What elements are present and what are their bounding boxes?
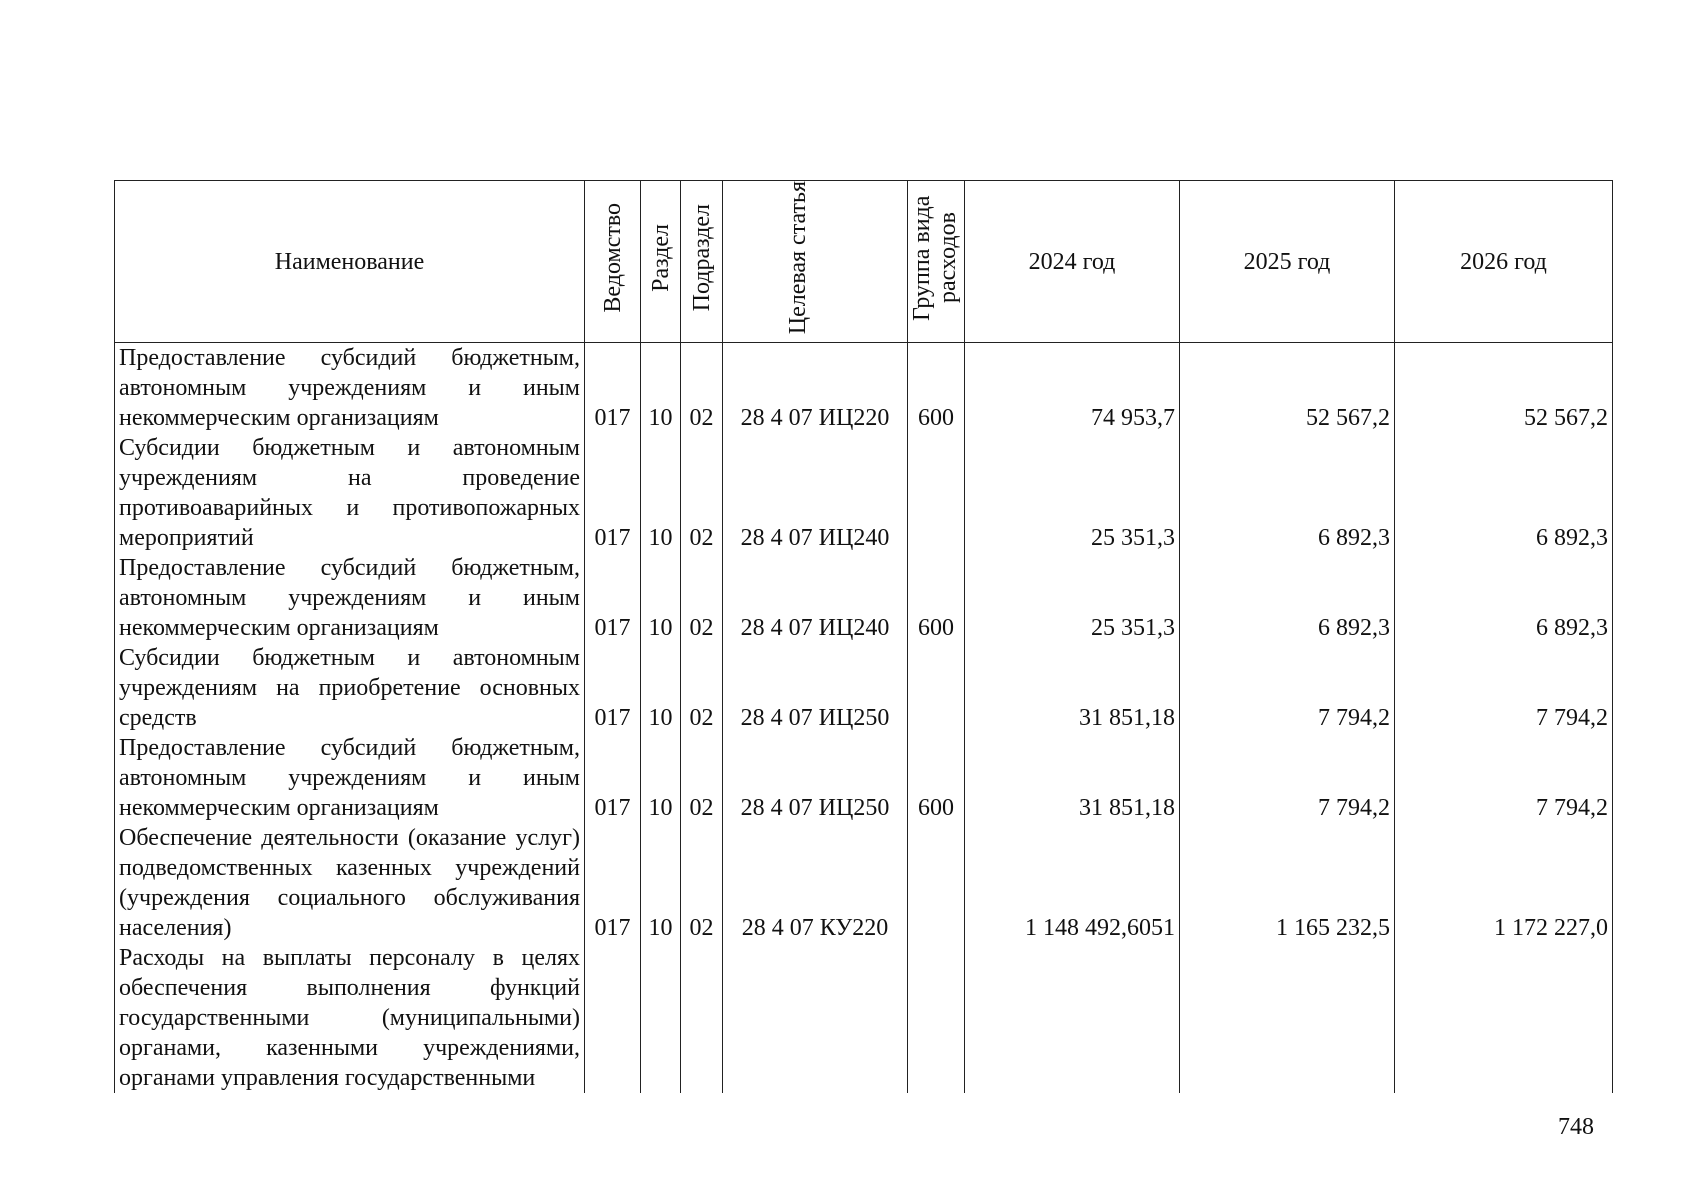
row-2026: 6 892,3 <box>1395 433 1613 553</box>
row-2025: 7 794,2 <box>1180 733 1395 823</box>
row-target: 28 4 07 КУ220 <box>723 823 908 943</box>
header-vedomstvo: Ведомство <box>585 181 641 343</box>
row-name: Расходы на выплаты персоналу в целях обеспечения выполнения функций государственными (муниципальными) органами, казенными учреждениями, органами управления государственными <box>115 943 585 1093</box>
row-2024: 31 851,18 <box>965 733 1180 823</box>
page-number: 748 <box>1558 1114 1594 1140</box>
row-name: Предоставление субсидий бюджетным, автономным учреждениям и иным некоммерческим организациям <box>115 343 585 434</box>
row-name: Субсидии бюджетным и автономным учреждениям на приобретение основных средств <box>115 643 585 733</box>
row-group <box>908 823 965 943</box>
row-podrazdel: 02 <box>681 433 723 553</box>
header-podrazdel: Подраздел <box>681 181 723 343</box>
row-razdel: 10 <box>641 823 681 943</box>
row-2025: 6 892,3 <box>1180 433 1395 553</box>
row-razdel: 10 <box>641 553 681 643</box>
row-2025: 7 794,2 <box>1180 643 1395 733</box>
row-group <box>908 433 965 553</box>
table-header-row <box>115 181 1613 343</box>
row-razdel <box>641 943 681 1093</box>
row-2026: 52 567,2 <box>1395 343 1613 434</box>
row-razdel: 10 <box>641 733 681 823</box>
table-row <box>115 733 1613 823</box>
row-target: 28 4 07 ИЦ220 <box>723 343 908 434</box>
row-podrazdel: 02 <box>681 643 723 733</box>
row-2024 <box>965 943 1180 1093</box>
row-name: Обеспечение деятельности (оказание услуг) подведомственных казенных учреждений (учреждения социального обслуживания населения) <box>115 823 585 943</box>
row-group: 600 <box>908 733 965 823</box>
row-group: 600 <box>908 553 965 643</box>
row-name: Предоставление субсидий бюджетным, автономным учреждениям и иным некоммерческим организациям <box>115 553 585 643</box>
header-2025: 2025 год <box>1180 181 1395 343</box>
row-vedomstvo: 017 <box>585 643 641 733</box>
table-row <box>115 643 1613 733</box>
row-name: Субсидии бюджетным и автономным учреждениям на проведение противоаварийных и противопожарных мероприятий <box>115 433 585 553</box>
row-2025: 1 165 232,5 <box>1180 823 1395 943</box>
row-vedomstvo: 017 <box>585 823 641 943</box>
row-target: 28 4 07 ИЦ250 <box>723 733 908 823</box>
row-2026: 1 172 227,0 <box>1395 823 1613 943</box>
table-body <box>115 343 1613 1094</box>
header-target: Целевая статья <box>723 181 908 343</box>
row-2024: 25 351,3 <box>965 553 1180 643</box>
table-row <box>115 823 1613 943</box>
budget-table <box>114 180 1613 1093</box>
row-2026 <box>1395 943 1613 1093</box>
row-2024: 74 953,7 <box>965 343 1180 434</box>
row-2024: 25 351,3 <box>965 433 1180 553</box>
row-2024: 1 148 492,6051 <box>965 823 1180 943</box>
header-name: Наименование <box>115 181 585 343</box>
row-podrazdel: 02 <box>681 823 723 943</box>
row-target: 28 4 07 ИЦ250 <box>723 643 908 733</box>
table-row <box>115 343 1613 434</box>
header-2024: 2024 год <box>965 181 1180 343</box>
row-vedomstvo: 017 <box>585 733 641 823</box>
row-podrazdel: 02 <box>681 553 723 643</box>
row-target: 28 4 07 ИЦ240 <box>723 553 908 643</box>
row-razdel: 10 <box>641 643 681 733</box>
row-podrazdel: 02 <box>681 733 723 823</box>
table-row <box>115 433 1613 553</box>
header-2026: 2026 год <box>1395 181 1613 343</box>
row-2025 <box>1180 943 1395 1093</box>
row-podrazdel: 02 <box>681 343 723 434</box>
row-vedomstvo: 017 <box>585 343 641 434</box>
row-group <box>908 943 965 1093</box>
row-2026: 7 794,2 <box>1395 733 1613 823</box>
row-2025: 52 567,2 <box>1180 343 1395 434</box>
row-razdel: 10 <box>641 433 681 553</box>
row-target: 28 4 07 ИЦ240 <box>723 433 908 553</box>
row-razdel: 10 <box>641 343 681 434</box>
header-razdel: Раздел <box>641 181 681 343</box>
row-2026: 6 892,3 <box>1395 553 1613 643</box>
row-name: Предоставление субсидий бюджетным, автономным учреждениям и иным некоммерческим организациям <box>115 733 585 823</box>
row-group: 600 <box>908 343 965 434</box>
row-vedomstvo <box>585 943 641 1093</box>
row-vedomstvo: 017 <box>585 433 641 553</box>
row-2025: 6 892,3 <box>1180 553 1395 643</box>
row-2026: 7 794,2 <box>1395 643 1613 733</box>
row-group <box>908 643 965 733</box>
row-2024: 31 851,18 <box>965 643 1180 733</box>
header-group: Группа вида расходов <box>908 181 965 343</box>
row-podrazdel <box>681 943 723 1093</box>
row-target <box>723 943 908 1093</box>
table-row <box>115 553 1613 643</box>
row-vedomstvo: 017 <box>585 553 641 643</box>
table-row-continued <box>115 943 1613 1093</box>
